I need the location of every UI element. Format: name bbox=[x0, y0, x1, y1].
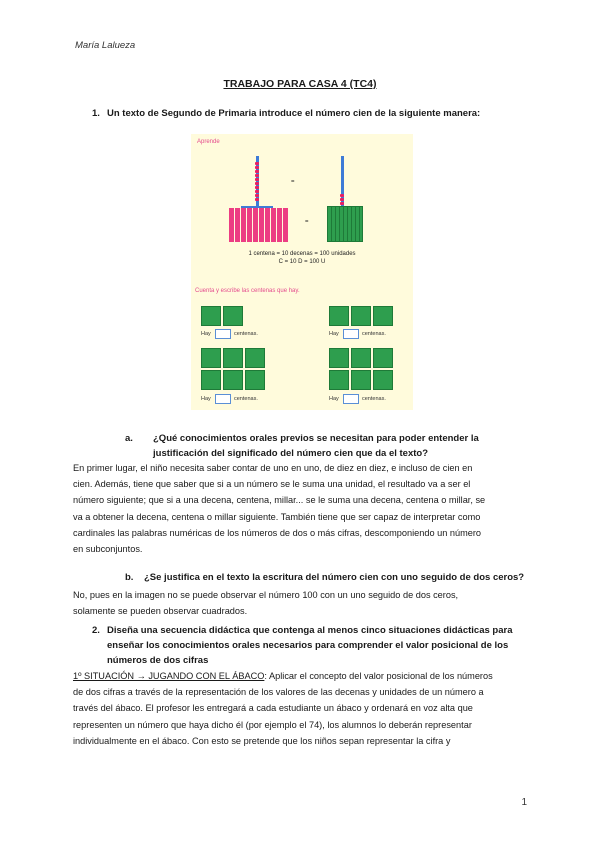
question-1-text: Un texto de Segundo de Primaria introduce el número cien de la siguiente manera: bbox=[107, 108, 481, 119]
situation-1-line: individualmente en el ábaco. Con esto se pretende que los niños sepan representar la cifra y bbox=[73, 735, 451, 746]
sub-question-b-label: b. bbox=[125, 572, 134, 583]
answer-box bbox=[343, 394, 359, 404]
question-2 bbox=[92, 623, 527, 668]
answer-a bbox=[73, 460, 527, 557]
hay-label: Hay bbox=[329, 331, 339, 337]
hay-label: Hay bbox=[329, 396, 339, 402]
sub-question-a-line-2: justificación del significado del número cien que da el texto? bbox=[153, 448, 429, 459]
aprende-label: Aprende bbox=[197, 139, 220, 145]
situation-1: 1º SITUACIÓN → JUGANDO CON EL ÁBACO: Aplicar el concepto del valor posicional de los números de dos cifras a través de la representación de los valores de las decenas y unidades de un número a través del ábaco. El profesor les entregará a cada estudiante un ábaco y ordenará en voz alta que representen un número que haya dicho él (por ejemplo el 74), los alumnos lo deberán representar individualmente en el ábaco. Con esto se pretende que los niños sepan representar la cifra y bbox=[73, 668, 527, 749]
instruction-text: Cuenta y escribe las centenas que hay. bbox=[195, 288, 300, 294]
answer-b-line: solamente se pueden observar cuadrados. bbox=[73, 606, 248, 617]
answer-a-line: cien. Además, tiene que saber que si a un número se le suma una unidad, el resultado va a ser el bbox=[73, 479, 471, 490]
textbook-image bbox=[191, 134, 413, 410]
author-name: María Lalueza bbox=[75, 40, 136, 51]
answer-a-line: en subconjuntos. bbox=[73, 544, 143, 555]
sub-question-b-text: ¿Se justifica en el texto la escritura del número cien con uno seguido de dos ceros? bbox=[144, 572, 525, 583]
situation-1-line: través del ábaco. El profesor les entregará a cada estudiante un ábaco y ordenará en voz alta que bbox=[73, 703, 473, 714]
question-1-number: 1. bbox=[92, 108, 100, 119]
page-number: 1 bbox=[521, 797, 527, 808]
situation-1-line: de dos cifras a través de la representación de los valores de las decenas y unidades de un número a bbox=[73, 687, 484, 698]
centenas-label: centenas. bbox=[234, 396, 258, 402]
question-2-line: Diseña una secuencia didáctica que contenga al menos cinco situaciones didácticas para bbox=[107, 625, 513, 636]
equation-2: C = 10 D = 100 U bbox=[278, 259, 326, 265]
situation-1-heading: 1º SITUACIÓN → JUGANDO CON EL ÁBACO bbox=[73, 671, 265, 681]
hay-label: Hay bbox=[201, 396, 211, 402]
answer-b-line: No, pues en la imagen no se puede observar el número 100 con un uno seguido de dos ceros, bbox=[73, 590, 459, 600]
answer-a-line: cardinales las palabras numéricas de los números de dos o más cifras, descomponiendo un número bbox=[73, 527, 482, 538]
answer-a-line: En primer lugar, el niño necesita saber contar de uno en uno, de diez en diez, e incluso de cien en bbox=[73, 463, 473, 473]
answer-box bbox=[215, 394, 231, 404]
question-2-line: enseñar los conocimientos orales necesarios para comprender el valor posicional de los bbox=[107, 640, 509, 651]
hundred-block bbox=[327, 206, 363, 242]
equals-sign-2: = bbox=[305, 219, 309, 225]
centenas-label: centenas. bbox=[234, 331, 258, 337]
equation-1: 1 centena = 10 decenas = 100 unidades bbox=[248, 251, 356, 257]
sub-question-a bbox=[125, 431, 527, 461]
page-title: TRABAJO PARA CASA 4 (TC4) bbox=[223, 78, 377, 90]
centenas-label: centenas. bbox=[362, 396, 386, 402]
situation-1-line: representen un número que haya dicho él (por ejemplo el 74), los alumnos lo deberán representar bbox=[73, 719, 472, 730]
question-1 bbox=[92, 106, 532, 121]
centenas-label: centenas. bbox=[362, 331, 386, 337]
question-2-line: números de dos cifras bbox=[107, 655, 209, 666]
sub-question-b bbox=[125, 570, 545, 585]
answer-a-line: va a obtener la decena, centena o millar siguiente. También tiene que ser capaz de interpretar como bbox=[73, 511, 481, 522]
hay-label: Hay bbox=[201, 331, 211, 337]
sub-question-a-line-1: ¿Qué conocimientos orales previos se necesitan para poder entender la bbox=[153, 433, 479, 444]
answer-a-line: número siguiente; que si a una decena, centena, millar... se le suma una decena, centena o millar, se bbox=[73, 495, 486, 506]
answer-box bbox=[343, 329, 359, 339]
question-2-number: 2. bbox=[92, 625, 100, 636]
sub-question-a-label: a. bbox=[125, 433, 133, 444]
answer-box bbox=[215, 329, 231, 339]
answer-b bbox=[73, 587, 527, 619]
equals-sign-1: = bbox=[291, 179, 295, 185]
situation-1-text: Aplicar el concepto del valor posicional de los números bbox=[269, 671, 493, 681]
